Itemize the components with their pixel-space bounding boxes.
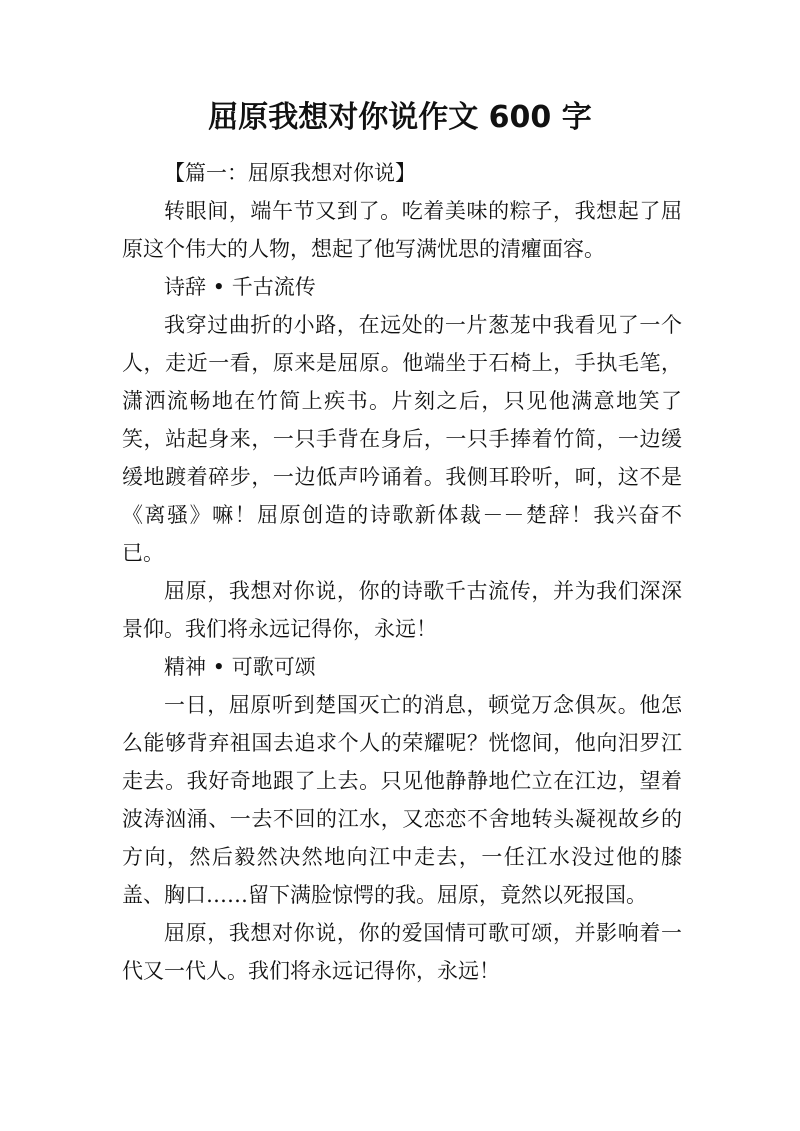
paragraph: 一日，屈原听到楚国灭亡的消息，顿觉万念俱灰。他怎么能够背弃祖国去追求个人的荣耀呢？恍惚间，他向汨罗江走去。我好奇地跟了上去。只见他静静地伫立在江边，望着波涛汹涌、一去不回的江水，又恋恋不舍地转头凝视故乡的方向，然后毅然决然地向江中走去，一任江水没过他的膝盖、胸口……留下满脸惊愕的我。屈原，竟然以死报国。 bbox=[122, 693, 682, 907]
paragraph: 转眼间，端午节又到了。吃着美味的粽子，我想起了屈原这个伟大的人物，想起了他写满忧思的清癯面容。 bbox=[122, 199, 682, 261]
paragraph: 屈原，我想对你说，你的爱国情可歌可颂，并影响着一代又一代人。我们将永远记得你，永远！ bbox=[122, 921, 682, 983]
document-title: 屈原我想对你说作文 600 字 bbox=[208, 100, 592, 135]
section-heading-1: 【篇一：屈原我想对你说】 bbox=[164, 161, 416, 185]
subheading-spirit: 精神 • 可歌可颂 bbox=[164, 655, 316, 679]
subheading-poetry: 诗辞 • 千古流传 bbox=[164, 275, 316, 299]
paragraph: 我穿过曲折的小路，在远处的一片葱茏中我看见了一个人，走近一看，原来是屈原。他端坐于石椅上，手执毛笔，潇洒流畅地在竹简上疾书。片刻之后，只见他满意地笑了笑，站起身来，一只手背在身后，一只手捧着竹简，一边缓缓地踱着碎步，一边低声吟诵着。我侧耳聆听，呵，这不是《离骚》嘛！屈原创造的诗歌新体裁－－楚辞！我兴奋不已。 bbox=[122, 313, 682, 565]
paragraph: 屈原，我想对你说，你的诗歌千古流传，并为我们深深景仰。我们将永远记得你，永远！ bbox=[122, 579, 682, 641]
document-body bbox=[122, 154, 682, 990]
